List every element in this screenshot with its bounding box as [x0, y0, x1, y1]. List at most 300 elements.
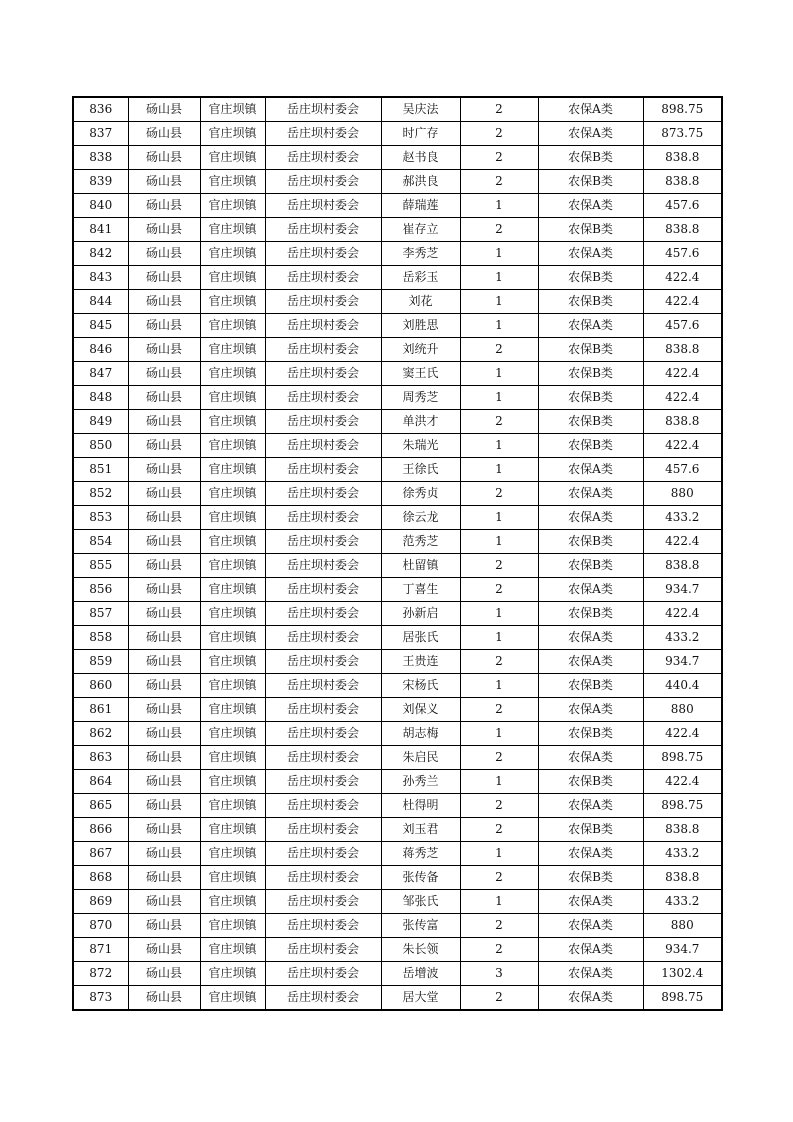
amount-cell: 433.2: [643, 890, 722, 914]
name-cell: 蒋秀芝: [381, 842, 460, 866]
table-row: [73, 458, 722, 482]
town-cell: 官庄坝镇: [200, 770, 265, 794]
village-committee-cell: 岳庄坝村委会: [265, 770, 381, 794]
table-row: [73, 986, 722, 1011]
name-cell: 周秀芝: [381, 386, 460, 410]
village-committee-cell: 岳庄坝村委会: [265, 578, 381, 602]
town-cell: 官庄坝镇: [200, 122, 265, 146]
table-row: [73, 770, 722, 794]
name-cell: 薛瑞莲: [381, 194, 460, 218]
name-cell: 单洪才: [381, 410, 460, 434]
amount-cell: 422.4: [643, 362, 722, 386]
name-cell: 宋杨氏: [381, 674, 460, 698]
village-committee-cell: 岳庄坝村委会: [265, 97, 381, 122]
person-count-cell: 2: [460, 794, 538, 818]
county-cell: 砀山县: [128, 482, 200, 506]
town-cell: 官庄坝镇: [200, 698, 265, 722]
town-cell: 官庄坝镇: [200, 362, 265, 386]
row-number-cell: 851: [73, 458, 128, 482]
village-committee-cell: 岳庄坝村委会: [265, 170, 381, 194]
village-committee-cell: 岳庄坝村委会: [265, 290, 381, 314]
county-cell: 砀山县: [128, 266, 200, 290]
name-cell: 居大堂: [381, 986, 460, 1011]
amount-cell: 422.4: [643, 266, 722, 290]
table-row: [73, 578, 722, 602]
row-number-cell: 872: [73, 962, 128, 986]
amount-cell: 457.6: [643, 458, 722, 482]
amount-cell: 422.4: [643, 290, 722, 314]
county-cell: 砀山县: [128, 602, 200, 626]
county-cell: 砀山县: [128, 698, 200, 722]
person-count-cell: 2: [460, 218, 538, 242]
county-cell: 砀山县: [128, 914, 200, 938]
name-cell: 朱启民: [381, 746, 460, 770]
insurance-type-cell: 农保A类: [538, 242, 643, 266]
insurance-type-cell: 农保B类: [538, 170, 643, 194]
person-count-cell: 1: [460, 458, 538, 482]
village-committee-cell: 岳庄坝村委会: [265, 266, 381, 290]
town-cell: 官庄坝镇: [200, 986, 265, 1011]
person-count-cell: 2: [460, 914, 538, 938]
insurance-type-cell: 农保A类: [538, 578, 643, 602]
person-count-cell: 1: [460, 290, 538, 314]
name-cell: 刘统升: [381, 338, 460, 362]
amount-cell: 433.2: [643, 626, 722, 650]
amount-cell: 838.8: [643, 338, 722, 362]
person-count-cell: 1: [460, 770, 538, 794]
county-cell: 砀山县: [128, 458, 200, 482]
name-cell: 窦王氏: [381, 362, 460, 386]
county-cell: 砀山县: [128, 506, 200, 530]
name-cell: 杜得明: [381, 794, 460, 818]
table-row: [73, 338, 722, 362]
name-cell: 时广存: [381, 122, 460, 146]
county-cell: 砀山县: [128, 890, 200, 914]
name-cell: 刘保义: [381, 698, 460, 722]
town-cell: 官庄坝镇: [200, 818, 265, 842]
insurance-type-cell: 农保B类: [538, 266, 643, 290]
insurance-type-cell: 农保B类: [538, 602, 643, 626]
county-cell: 砀山县: [128, 938, 200, 962]
table-row: [73, 266, 722, 290]
table-row: [73, 194, 722, 218]
amount-cell: 880: [643, 698, 722, 722]
insurance-type-cell: 农保B类: [538, 770, 643, 794]
amount-cell: 422.4: [643, 434, 722, 458]
village-committee-cell: 岳庄坝村委会: [265, 482, 381, 506]
insurance-type-cell: 农保A类: [538, 506, 643, 530]
row-number-cell: 839: [73, 170, 128, 194]
table-row: [73, 650, 722, 674]
amount-cell: 898.75: [643, 746, 722, 770]
county-cell: 砀山县: [128, 794, 200, 818]
county-cell: 砀山县: [128, 338, 200, 362]
village-committee-cell: 岳庄坝村委会: [265, 602, 381, 626]
person-count-cell: 2: [460, 698, 538, 722]
village-committee-cell: 岳庄坝村委会: [265, 866, 381, 890]
town-cell: 官庄坝镇: [200, 170, 265, 194]
insurance-type-cell: 农保A类: [538, 986, 643, 1011]
insurance-type-cell: 农保B类: [538, 386, 643, 410]
amount-cell: 457.6: [643, 194, 722, 218]
row-number-cell: 857: [73, 602, 128, 626]
table-row: [73, 506, 722, 530]
amount-cell: 433.2: [643, 506, 722, 530]
insurance-type-cell: 农保B类: [538, 338, 643, 362]
name-cell: 郝洪良: [381, 170, 460, 194]
row-number-cell: 850: [73, 434, 128, 458]
village-committee-cell: 岳庄坝村委会: [265, 146, 381, 170]
village-committee-cell: 岳庄坝村委会: [265, 314, 381, 338]
county-cell: 砀山县: [128, 578, 200, 602]
county-cell: 砀山县: [128, 97, 200, 122]
insurance-type-cell: 农保A类: [538, 314, 643, 338]
amount-cell: 838.8: [643, 146, 722, 170]
town-cell: 官庄坝镇: [200, 458, 265, 482]
row-number-cell: 838: [73, 146, 128, 170]
town-cell: 官庄坝镇: [200, 386, 265, 410]
amount-cell: 422.4: [643, 530, 722, 554]
row-number-cell: 861: [73, 698, 128, 722]
insurance-type-cell: 农保B类: [538, 530, 643, 554]
person-count-cell: 1: [460, 530, 538, 554]
person-count-cell: 1: [460, 194, 538, 218]
village-committee-cell: 岳庄坝村委会: [265, 386, 381, 410]
table-row: [73, 626, 722, 650]
row-number-cell: 869: [73, 890, 128, 914]
table-row: [73, 530, 722, 554]
village-committee-cell: 岳庄坝村委会: [265, 362, 381, 386]
person-count-cell: 2: [460, 818, 538, 842]
person-count-cell: 2: [460, 410, 538, 434]
insurance-type-cell: 农保A类: [538, 794, 643, 818]
county-cell: 砀山县: [128, 962, 200, 986]
village-committee-cell: 岳庄坝村委会: [265, 818, 381, 842]
town-cell: 官庄坝镇: [200, 338, 265, 362]
insurance-type-cell: 农保B类: [538, 410, 643, 434]
town-cell: 官庄坝镇: [200, 890, 265, 914]
town-cell: 官庄坝镇: [200, 674, 265, 698]
county-cell: 砀山县: [128, 818, 200, 842]
insurance-type-cell: 农保B类: [538, 866, 643, 890]
insurance-type-cell: 农保A类: [538, 650, 643, 674]
insurance-type-cell: 农保A类: [538, 122, 643, 146]
name-cell: 胡志梅: [381, 722, 460, 746]
table-row: [73, 866, 722, 890]
amount-cell: 422.4: [643, 722, 722, 746]
village-committee-cell: 岳庄坝村委会: [265, 434, 381, 458]
village-committee-cell: 岳庄坝村委会: [265, 674, 381, 698]
town-cell: 官庄坝镇: [200, 794, 265, 818]
village-committee-cell: 岳庄坝村委会: [265, 194, 381, 218]
amount-cell: 422.4: [643, 386, 722, 410]
name-cell: 岳增波: [381, 962, 460, 986]
insurance-type-cell: 农保A类: [538, 458, 643, 482]
county-cell: 砀山县: [128, 626, 200, 650]
person-count-cell: 1: [460, 266, 538, 290]
county-cell: 砀山县: [128, 290, 200, 314]
person-count-cell: 3: [460, 962, 538, 986]
town-cell: 官庄坝镇: [200, 506, 265, 530]
amount-cell: 440.4: [643, 674, 722, 698]
table-row: [73, 938, 722, 962]
amount-cell: 934.7: [643, 578, 722, 602]
row-number-cell: 860: [73, 674, 128, 698]
insurance-type-cell: 农保A类: [538, 698, 643, 722]
table-row: [73, 410, 722, 434]
person-count-cell: 2: [460, 578, 538, 602]
village-committee-cell: 岳庄坝村委会: [265, 890, 381, 914]
amount-cell: 433.2: [643, 842, 722, 866]
name-cell: 居张氏: [381, 626, 460, 650]
county-cell: 砀山县: [128, 122, 200, 146]
town-cell: 官庄坝镇: [200, 938, 265, 962]
row-number-cell: 849: [73, 410, 128, 434]
insurance-type-cell: 农保B类: [538, 554, 643, 578]
insurance-type-cell: 农保A类: [538, 482, 643, 506]
town-cell: 官庄坝镇: [200, 554, 265, 578]
person-count-cell: 1: [460, 842, 538, 866]
row-number-cell: 852: [73, 482, 128, 506]
county-cell: 砀山县: [128, 866, 200, 890]
row-number-cell: 836: [73, 97, 128, 122]
table-row: [73, 314, 722, 338]
amount-cell: 934.7: [643, 650, 722, 674]
table-row: [73, 290, 722, 314]
person-count-cell: 1: [460, 602, 538, 626]
table-row: [73, 122, 722, 146]
person-count-cell: 2: [460, 866, 538, 890]
insurance-type-cell: 农保B类: [538, 218, 643, 242]
insurance-type-cell: 农保A类: [538, 938, 643, 962]
roster-table-body: [73, 97, 722, 1010]
person-count-cell: 2: [460, 746, 538, 770]
table-row: [73, 746, 722, 770]
person-count-cell: 2: [460, 650, 538, 674]
person-count-cell: 1: [460, 362, 538, 386]
table-row: [73, 482, 722, 506]
village-committee-cell: 岳庄坝村委会: [265, 506, 381, 530]
county-cell: 砀山县: [128, 554, 200, 578]
insurance-type-cell: 农保B类: [538, 722, 643, 746]
table-row: [73, 818, 722, 842]
name-cell: 朱瑞光: [381, 434, 460, 458]
table-row: [73, 842, 722, 866]
town-cell: 官庄坝镇: [200, 914, 265, 938]
person-count-cell: 2: [460, 482, 538, 506]
name-cell: 徐秀贞: [381, 482, 460, 506]
town-cell: 官庄坝镇: [200, 626, 265, 650]
table-row: [73, 890, 722, 914]
county-cell: 砀山县: [128, 314, 200, 338]
table-row: [73, 386, 722, 410]
insurance-type-cell: 农保B类: [538, 434, 643, 458]
row-number-cell: 864: [73, 770, 128, 794]
row-number-cell: 854: [73, 530, 128, 554]
amount-cell: 838.8: [643, 170, 722, 194]
amount-cell: 838.8: [643, 554, 722, 578]
name-cell: 范秀芝: [381, 530, 460, 554]
row-number-cell: 859: [73, 650, 128, 674]
row-number-cell: 870: [73, 914, 128, 938]
name-cell: 刘玉君: [381, 818, 460, 842]
table-row: [73, 434, 722, 458]
insurance-type-cell: 农保B类: [538, 290, 643, 314]
village-committee-cell: 岳庄坝村委会: [265, 242, 381, 266]
amount-cell: 457.6: [643, 242, 722, 266]
village-committee-cell: 岳庄坝村委会: [265, 962, 381, 986]
insurance-type-cell: 农保B类: [538, 674, 643, 698]
amount-cell: 838.8: [643, 410, 722, 434]
amount-cell: 422.4: [643, 770, 722, 794]
person-count-cell: 2: [460, 146, 538, 170]
amount-cell: 880: [643, 914, 722, 938]
row-number-cell: 842: [73, 242, 128, 266]
name-cell: 王徐氏: [381, 458, 460, 482]
amount-cell: 880: [643, 482, 722, 506]
town-cell: 官庄坝镇: [200, 746, 265, 770]
insurance-type-cell: 农保A类: [538, 746, 643, 770]
name-cell: 吴庆法: [381, 97, 460, 122]
amount-cell: 838.8: [643, 218, 722, 242]
name-cell: 杜留镇: [381, 554, 460, 578]
person-count-cell: 1: [460, 314, 538, 338]
county-cell: 砀山县: [128, 650, 200, 674]
table-row: [73, 554, 722, 578]
village-committee-cell: 岳庄坝村委会: [265, 938, 381, 962]
town-cell: 官庄坝镇: [200, 722, 265, 746]
amount-cell: 873.75: [643, 122, 722, 146]
county-cell: 砀山县: [128, 434, 200, 458]
village-committee-cell: 岳庄坝村委会: [265, 626, 381, 650]
name-cell: 朱长领: [381, 938, 460, 962]
amount-cell: 422.4: [643, 602, 722, 626]
row-number-cell: 847: [73, 362, 128, 386]
village-committee-cell: 岳庄坝村委会: [265, 410, 381, 434]
insurance-type-cell: 农保B类: [538, 362, 643, 386]
county-cell: 砀山县: [128, 674, 200, 698]
amount-cell: 457.6: [643, 314, 722, 338]
town-cell: 官庄坝镇: [200, 602, 265, 626]
row-number-cell: 867: [73, 842, 128, 866]
name-cell: 孙秀兰: [381, 770, 460, 794]
insurance-type-cell: 农保A类: [538, 842, 643, 866]
county-cell: 砀山县: [128, 986, 200, 1011]
person-count-cell: 1: [460, 386, 538, 410]
name-cell: 岳彩玉: [381, 266, 460, 290]
county-cell: 砀山县: [128, 170, 200, 194]
row-number-cell: 866: [73, 818, 128, 842]
table-row: [73, 674, 722, 698]
insurance-type-cell: 农保A类: [538, 626, 643, 650]
row-number-cell: 840: [73, 194, 128, 218]
village-committee-cell: 岳庄坝村委会: [265, 122, 381, 146]
village-committee-cell: 岳庄坝村委会: [265, 458, 381, 482]
table-row: [73, 602, 722, 626]
village-committee-cell: 岳庄坝村委会: [265, 650, 381, 674]
amount-cell: 838.8: [643, 866, 722, 890]
row-number-cell: 856: [73, 578, 128, 602]
county-cell: 砀山县: [128, 530, 200, 554]
town-cell: 官庄坝镇: [200, 194, 265, 218]
town-cell: 官庄坝镇: [200, 482, 265, 506]
table-row: [73, 722, 722, 746]
row-number-cell: 846: [73, 338, 128, 362]
county-cell: 砀山县: [128, 410, 200, 434]
village-committee-cell: 岳庄坝村委会: [265, 554, 381, 578]
person-count-cell: 1: [460, 434, 538, 458]
table-row: [73, 170, 722, 194]
name-cell: 赵书良: [381, 146, 460, 170]
name-cell: 张传富: [381, 914, 460, 938]
person-count-cell: 1: [460, 674, 538, 698]
table-row: [73, 218, 722, 242]
person-count-cell: 1: [460, 890, 538, 914]
village-committee-cell: 岳庄坝村委会: [265, 722, 381, 746]
town-cell: 官庄坝镇: [200, 97, 265, 122]
row-number-cell: 841: [73, 218, 128, 242]
insurance-type-cell: 农保B类: [538, 818, 643, 842]
row-number-cell: 845: [73, 314, 128, 338]
village-committee-cell: 岳庄坝村委会: [265, 530, 381, 554]
town-cell: 官庄坝镇: [200, 410, 265, 434]
county-cell: 砀山县: [128, 722, 200, 746]
town-cell: 官庄坝镇: [200, 290, 265, 314]
name-cell: 徐云龙: [381, 506, 460, 530]
person-count-cell: 1: [460, 626, 538, 650]
village-committee-cell: 岳庄坝村委会: [265, 986, 381, 1011]
name-cell: 刘胜思: [381, 314, 460, 338]
name-cell: 崔存立: [381, 218, 460, 242]
amount-cell: 898.75: [643, 794, 722, 818]
village-committee-cell: 岳庄坝村委会: [265, 842, 381, 866]
person-count-cell: 2: [460, 938, 538, 962]
county-cell: 砀山县: [128, 146, 200, 170]
person-count-cell: 2: [460, 170, 538, 194]
table-row: [73, 242, 722, 266]
roster-table: [72, 96, 723, 1011]
row-number-cell: 853: [73, 506, 128, 530]
town-cell: 官庄坝镇: [200, 650, 265, 674]
name-cell: 张传备: [381, 866, 460, 890]
county-cell: 砀山县: [128, 386, 200, 410]
county-cell: 砀山县: [128, 362, 200, 386]
row-number-cell: 843: [73, 266, 128, 290]
village-committee-cell: 岳庄坝村委会: [265, 338, 381, 362]
village-committee-cell: 岳庄坝村委会: [265, 698, 381, 722]
person-count-cell: 1: [460, 242, 538, 266]
insurance-type-cell: 农保A类: [538, 194, 643, 218]
village-committee-cell: 岳庄坝村委会: [265, 794, 381, 818]
row-number-cell: 868: [73, 866, 128, 890]
town-cell: 官庄坝镇: [200, 242, 265, 266]
town-cell: 官庄坝镇: [200, 842, 265, 866]
row-number-cell: 837: [73, 122, 128, 146]
county-cell: 砀山县: [128, 842, 200, 866]
amount-cell: 1302.4: [643, 962, 722, 986]
table-row: [73, 698, 722, 722]
row-number-cell: 848: [73, 386, 128, 410]
name-cell: 孙新启: [381, 602, 460, 626]
person-count-cell: 1: [460, 506, 538, 530]
town-cell: 官庄坝镇: [200, 146, 265, 170]
village-committee-cell: 岳庄坝村委会: [265, 746, 381, 770]
insurance-type-cell: 农保A类: [538, 914, 643, 938]
county-cell: 砀山县: [128, 746, 200, 770]
amount-cell: 934.7: [643, 938, 722, 962]
town-cell: 官庄坝镇: [200, 434, 265, 458]
name-cell: 刘花: [381, 290, 460, 314]
